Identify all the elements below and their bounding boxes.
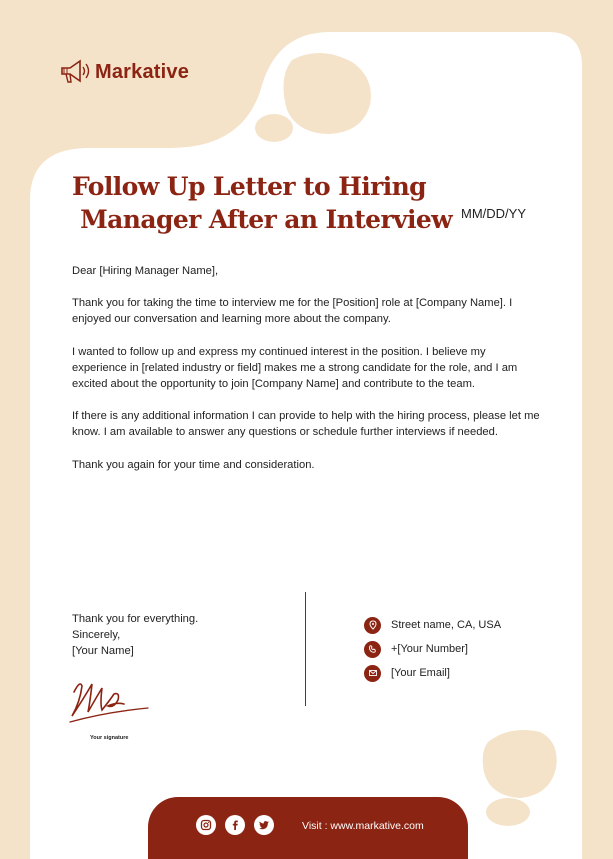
vertical-divider	[305, 592, 306, 706]
footer-bar	[148, 797, 468, 859]
phone-text: +[Your Number]	[391, 643, 468, 655]
contact-phone	[364, 637, 501, 661]
letter-title	[72, 170, 462, 236]
closing-thanks: Thank you for everything.	[72, 613, 199, 625]
contact-address	[364, 613, 501, 637]
closing-name: [Your Name]	[72, 645, 134, 658]
phone-icon	[364, 641, 381, 658]
closing-sincerely: Sincerely,	[72, 629, 121, 642]
signature-image	[66, 672, 156, 728]
contact-email	[364, 661, 501, 685]
twitter-icon[interactable]	[254, 815, 274, 835]
paragraph-4: Thank you again for your time and consideration.	[72, 458, 315, 471]
envelope-icon	[364, 665, 381, 682]
website-link[interactable]: Visit : www.markative.com	[302, 820, 424, 832]
contact-block	[364, 613, 501, 685]
paragraph-3: If there is any additional information I can provide to help with the hiring process, please let me know. I am available to answer any questions or schedule further interviews if needed.	[72, 410, 540, 439]
brand-logo	[58, 58, 189, 86]
brand-name: Markative	[95, 60, 190, 83]
address-text: Street name, CA, USA	[391, 619, 502, 631]
greeting: Dear [Hiring Manager Name],	[72, 265, 219, 277]
instagram-icon[interactable]	[196, 815, 216, 835]
signature-label: Your signature	[90, 735, 129, 741]
facebook-icon[interactable]	[225, 815, 245, 835]
letter-date: MM/DD/YY	[461, 206, 526, 221]
location-pin-icon	[364, 617, 381, 634]
title-line-2: Manager After an Interview	[80, 205, 453, 234]
title-line-1: Follow Up Letter to Hiring	[72, 172, 427, 201]
megaphone-icon	[58, 58, 92, 86]
email-text: [Your Email]	[391, 667, 450, 679]
letter-body	[72, 263, 542, 489]
paragraph-2: I wanted to follow up and express my continued interest in the position. I believe my experience in [related industry or field] makes me a strong candidate for the role, and I am excited about the opportunity to join [Company Name] and contribute to the team.	[72, 345, 518, 391]
paragraph-1: Thank you for taking the time to interview me for the [Position] role at [Company Name]. I enjoyed our conversation and learning more about the company.	[72, 297, 513, 326]
social-links	[196, 815, 283, 835]
closing-block	[72, 611, 198, 660]
